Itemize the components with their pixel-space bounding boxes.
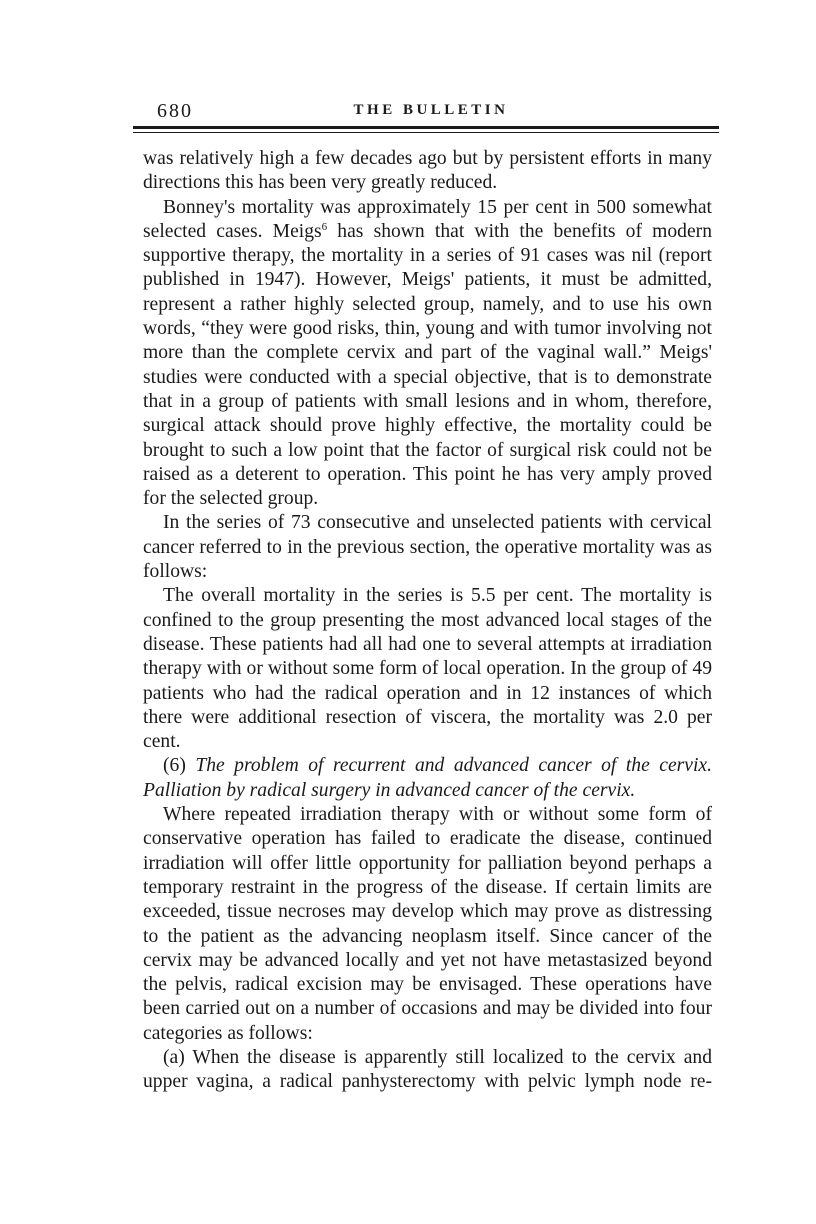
running-head	[143, 100, 719, 126]
page-number: 680	[157, 100, 193, 122]
paragraph-bonney-meigs	[143, 196, 712, 512]
paragraph-category-a: (a) When the disease is apparently still localized to the cervix and upper vagina, a radical panhysterectomy with pelvic lymph node re-	[143, 1046, 712, 1093]
body-text	[143, 147, 712, 1095]
section-heading-6	[143, 754, 712, 803]
paragraph-irradiation: Where repeated irradiation therapy with or without some form of conservative operation has failed to eradicate the disease, continued irradiation will offer little opportunity for palliation beyond perhaps a temporary restraint in the progress of the disease. If certain limits are exceeded, tissue necroses may develop which may prove as distressing to the patient as the advancing neoplasm itself. Since cancer of the cervix may be advanced locally and yet not have metastasized beyond the pelvis, radical excision may be envisaged. These operations have been carried out on a number of occasions and may be divided into four categories as follows:	[143, 804, 712, 1044]
section-title: The problem of recurrent and advanced cancer of the cervix. Palliation by radical surgery in advanced cancer of the cervix.	[143, 755, 712, 801]
footnote-reference: 6	[321, 220, 328, 233]
header-rule-thick	[133, 126, 719, 129]
header-rule-thin	[133, 132, 719, 133]
paragraph-continuation: was relatively high a few decades ago but by persistent efforts in many directions this has been very greatly reduced.	[143, 148, 712, 194]
paragraph-series-mortality: In the series of 73 consecutive and unselected patients with cervical cancer referred to in the previous section, the operative mortality was as follows:	[143, 512, 712, 583]
journal-title: THE BULLETIN	[353, 102, 509, 118]
paragraph-overall-mortality: The overall mortality in the series is 5.5 per cent. The mortality is confined to the group presenting the most advanced local stages of the disease. These patients had all had one to several attempts at irradiation therapy with or without some form of local operation. In the group of 49 patients who had the radical operation and in 12 instances of which there were additional resection of viscera, the mortality was 2.0 per cent.	[143, 585, 712, 753]
paragraph-text: Bonney's mortality was approximately 15 per cent in 500 somewhat selected cases. Meigs	[143, 196, 712, 242]
paragraph-text: has shown that with the benefits of modern supportive therapy, the mortality in a series of 91 cases was nil (report published in 1947). However, Meigs' patients, it must be admitted, represent a rather highly selected group, namely, and to use his own words, “they were good risks, thin, young and with tumor involving not more than the complete cervix and part of the vaginal wall.” Meigs' studies were conducted with a special objective, that is to demonstrate that in a group of patients with small lesions and in whom, therefore, surgical attack should prove highly effective, the mortality could be brought to such a low point that the factor of surgical risk could not be raised as a deterent to operation. This point he has very amply proved for the selected group.	[143, 220, 713, 510]
section-number: (6)	[163, 755, 196, 777]
